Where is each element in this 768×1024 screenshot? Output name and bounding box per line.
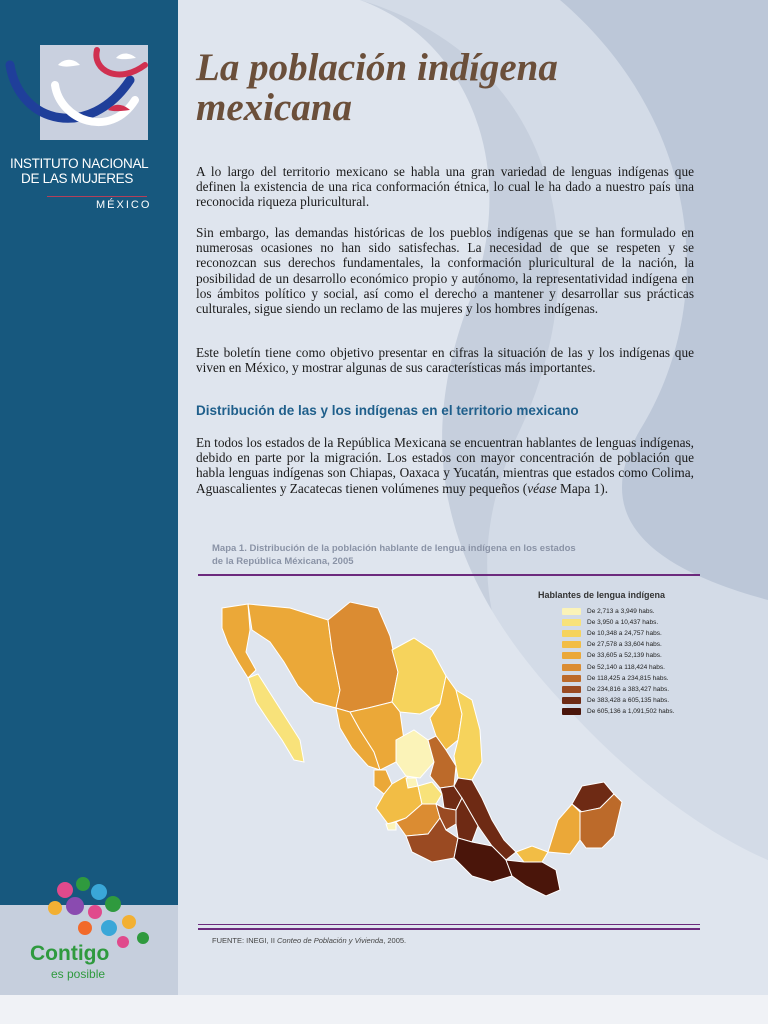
legend-item xyxy=(562,628,713,639)
legend-swatch xyxy=(562,697,581,704)
paragraph-4-end: Mapa 1). xyxy=(556,480,609,496)
institute-name-line2: DE LAS MUJERES xyxy=(21,171,134,186)
legend-item xyxy=(562,650,713,661)
legend-label: De 3,950 a 10,437 habs. xyxy=(587,619,659,627)
paragraph-4-start: En todos los estados de la República Mexicana se encuentran hablantes de lenguas indígenas, debido en parte por la migración. Los estados con mayor concentración de población que habla lenguas indígenas son Chiapas, Oaxaca y Yucatán, mientras que estados como Colima, Aguascalientes y Zacatecas tienen volúmenes muy pequeños ( xyxy=(196,435,694,496)
legend-item xyxy=(562,695,713,706)
legend-item xyxy=(562,661,713,672)
paragraph-4 xyxy=(196,435,694,496)
legend-item xyxy=(562,673,713,684)
legend-item xyxy=(562,706,713,717)
map-region-tabasco xyxy=(516,846,548,862)
map-bottom-rule-thin xyxy=(198,924,700,925)
legend-swatch xyxy=(562,664,581,671)
source-prefix: FUENTE: INEGI, II xyxy=(212,936,278,945)
map-region-zacatecas xyxy=(396,730,434,778)
map-region-coahuila xyxy=(392,638,446,714)
legend-label: De 383,428 a 605,135 habs. xyxy=(587,696,670,704)
legend-label: De 234,816 a 383,427 habs. xyxy=(587,685,670,693)
map-top-rule xyxy=(198,574,700,576)
legend-swatch xyxy=(562,652,581,659)
map-region-aguascalientes xyxy=(406,778,418,788)
institute-divider xyxy=(47,196,147,197)
legend-swatch xyxy=(562,686,581,693)
page-title: La población indígena mexicana xyxy=(196,46,558,129)
legend-items xyxy=(538,606,713,717)
map-caption-line2: de la República Méxicana, 2005 xyxy=(212,556,354,567)
source-suffix: , 2005. xyxy=(383,936,407,945)
legend-label: De 605,136 a 1,091,502 habs. xyxy=(587,707,675,715)
map-caption xyxy=(212,542,632,568)
map-region-campeche xyxy=(548,804,580,854)
map-legend xyxy=(538,590,713,717)
legend-label: De 118,425 a 234,815 habs. xyxy=(587,674,669,682)
legend-swatch xyxy=(562,619,581,626)
legend-label: De 2,713 a 3,949 habs. xyxy=(587,608,655,616)
legend-item xyxy=(562,606,713,617)
map-region-colima xyxy=(386,822,396,830)
legend-label: De 33,605 a 52,139 habs. xyxy=(587,652,662,660)
section-heading: Distribución de las y los indígenas en el territorio mexicano xyxy=(196,403,579,418)
sidebar xyxy=(0,0,178,1024)
legend-label: De 52,140 a 118,424 habs. xyxy=(587,663,665,671)
institute-name xyxy=(10,156,170,186)
map-region-chiapas xyxy=(506,860,560,896)
paragraph-4-italic: véase xyxy=(527,480,557,496)
source-title: Conteo de Población y Vivienda xyxy=(277,936,384,945)
map-region-chihuahua xyxy=(328,602,398,712)
legend-title: Hablantes de lengua indígena xyxy=(538,590,666,600)
paragraph-1: A lo largo del territorio mexicano se habla una gran variedad de lenguas indígenas que definen la existencia de una rica conformación étnica, lo cual le ha dado a nuestro país una reconocida riqueza pluricultural. xyxy=(196,164,694,210)
paragraph-2: Sin embargo, las demandas históricas de los pueblos indígenas que se han formulado en numerosas ocasiones no han sido satisfechas. La necesidad de que se respeten y se reconozcan sus derechos fundamentales, la conformación pluricultural de la nación, la posibilidad de un desarrollo económico propio y autónomo, la representatividad indígena en los ámbitos político y social, así como el derecho a mantener y desarrollar sus prácticas culturales, sigue siendo un reclamo de las mujeres y los hombres indígenas. xyxy=(196,225,694,317)
legend-item xyxy=(562,639,713,650)
brand-contigo: Contigo xyxy=(30,942,110,965)
legend-swatch xyxy=(562,630,581,637)
institute-logo xyxy=(0,30,178,160)
legend-swatch xyxy=(562,708,581,715)
source-note xyxy=(212,936,406,945)
map-caption-line1: Mapa 1. Distribución de la población hablante de lengua indígena en los estados xyxy=(212,543,576,554)
legend-label: De 27,578 a 33,604 habs. xyxy=(587,641,662,649)
map-bottom-rule-thick xyxy=(198,928,700,930)
legend-label: De 10,348 a 24,757 habs. xyxy=(587,630,662,638)
legend-swatch xyxy=(562,675,581,682)
brand-es-posible: es posible xyxy=(51,967,106,981)
institute-country: MÉXICO xyxy=(96,199,152,211)
legend-item xyxy=(562,684,713,695)
map-region-baja-california-sur xyxy=(248,674,304,762)
paragraph-3: Este boletín tiene como objetivo presentar en cifras la situación de las y los indígenas que viven en México, y mostrar algunas de sus características más importantes. xyxy=(196,345,694,376)
legend-swatch xyxy=(562,641,581,648)
legend-swatch xyxy=(562,608,581,615)
legend-item xyxy=(562,617,713,628)
institute-name-line1: INSTITUTO NACIONAL xyxy=(10,156,149,171)
